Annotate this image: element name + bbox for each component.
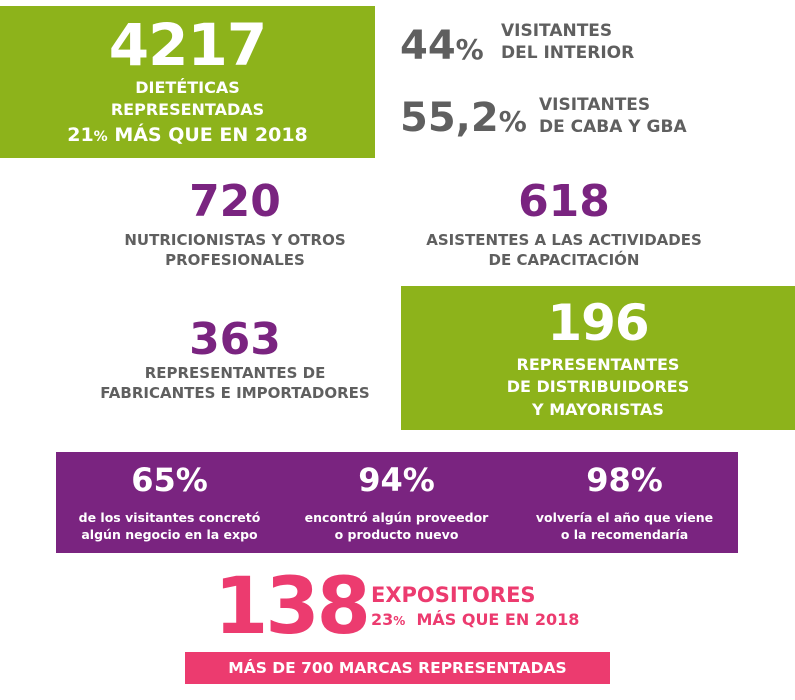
interior-percent (400, 23, 484, 69)
interior-label-line1: VISITANTES (501, 21, 613, 41)
asistentes-label (404, 231, 724, 270)
interior-label (501, 20, 634, 64)
asistentes-number: 618 (518, 176, 610, 227)
dieteticas-growth-text: MÁS QUE EN 2018 (107, 124, 308, 146)
survey-stat-text-line1: encontró algún proveedor (304, 510, 489, 525)
fabricantes-label (70, 364, 400, 403)
expositores-number: 138 (214, 562, 368, 652)
survey-stat-text (511, 510, 738, 544)
distribuidores-label (401, 354, 795, 421)
survey-stat-percent: 98% (586, 461, 663, 499)
survey-stat-text-line2: o la recomendaría (560, 526, 689, 542)
caba-label (539, 94, 687, 138)
distribuidores-panel (401, 286, 795, 430)
interior-pct-sign: % (455, 33, 484, 66)
interior-label-line2: DEL INTERIOR (501, 43, 635, 64)
distribuidores-label-line1: REPRESENTANTES (516, 355, 680, 374)
nutricionistas-label-line1: NUTRICIONISTAS Y OTROS (124, 231, 346, 249)
asistentes-label-line1: ASISTENTES A LAS ACTIVIDADES (426, 231, 702, 249)
expositores-growth-number: 23 (371, 610, 394, 629)
fabricantes-number: 363 (189, 314, 281, 365)
survey-band (56, 452, 738, 553)
dieteticas-label-line2: REPRESENTADAS (110, 100, 265, 119)
fabricantes-label-line1: REPRESENTANTES DE (144, 364, 326, 382)
distribuidores-label-line3: Y MAYORISTAS (532, 399, 664, 419)
caba-number: 55,2 (400, 95, 499, 141)
asistentes-label-line2: DE CAPACITACIÓN (488, 250, 640, 269)
survey-stat-percent: 65% (131, 461, 208, 499)
nutricionistas-number: 720 (189, 176, 281, 227)
dieteticas-growth-number: 21 (67, 124, 94, 146)
distribuidores-label-line2: DE DISTRIBUIDORES (506, 377, 690, 397)
marcas-banner: MÁS DE 700 MARCAS REPRESENTADAS (185, 652, 610, 684)
dieteticas-label-line1: DIETÉTICAS (135, 78, 240, 97)
survey-stat-text (283, 510, 510, 544)
nutricionistas-label (85, 231, 385, 270)
expositores-growth (371, 612, 579, 628)
survey-stat-proveedor (283, 452, 510, 553)
caba-pct-sign: % (498, 105, 527, 138)
fabricantes-label-line2: FABRICANTES E IMPORTADORES (100, 383, 370, 402)
survey-stat-text-line2: o producto nuevo (334, 526, 459, 542)
survey-stat-text-line1: de los visitantes concretó (78, 510, 261, 525)
expositores-growth-pct: % (393, 614, 406, 628)
dieteticas-number: 4217 (108, 11, 267, 79)
dieteticas-growth-pct: % (93, 129, 108, 145)
distribuidores-number: 196 (547, 294, 649, 352)
survey-stat-text-line1: volvería el año que viene (535, 510, 714, 525)
survey-stat-negocio (56, 452, 283, 553)
survey-stat-text (56, 510, 283, 544)
caba-label-line2: DE CABA Y GBA (539, 117, 687, 138)
caba-percent (400, 95, 527, 141)
expositores-label: EXPOSITORES (371, 583, 536, 607)
dieteticas-growth (0, 124, 375, 147)
caba-label-line1: VISITANTES (539, 95, 651, 115)
survey-stat-volveria (511, 452, 738, 553)
survey-stat-text-line2: algún negocio en la expo (81, 526, 258, 542)
interior-number: 44 (400, 23, 456, 69)
nutricionistas-label-line2: PROFESIONALES (165, 250, 305, 269)
dieteticas-panel (0, 6, 375, 158)
expositores-growth-text: MÁS QUE EN 2018 (405, 610, 580, 629)
survey-stat-percent: 94% (358, 461, 435, 499)
